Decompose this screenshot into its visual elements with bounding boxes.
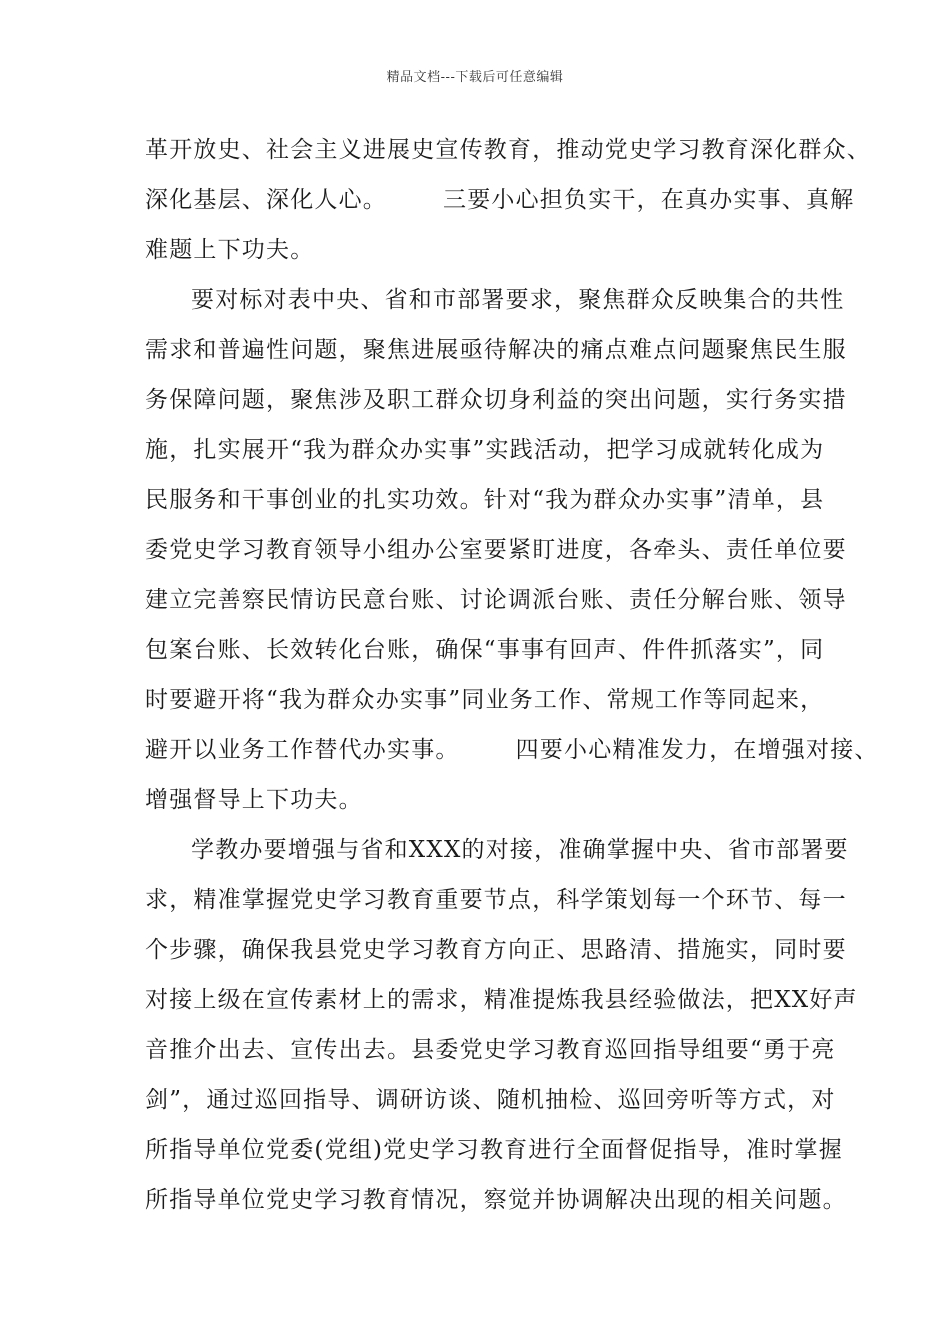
- text-line: 所指导单位党史学习教育情况，察觉并协调解决出现的相关问题。: [145, 1187, 847, 1213]
- text-segment: 三要小心担负实干，在真办实事、真解: [443, 187, 855, 213]
- text-line: 委党史学习教育领导小组办公室要紧盯进度，各牵头、责任单位要: [145, 537, 847, 563]
- text-line: 难题上下功夫。: [145, 237, 315, 263]
- text-line: 所指导单位党委(党组)党史学习教育进行全面督促指导，准时掌握: [145, 1137, 843, 1163]
- text-line: 务保障问题，聚焦涉及职工群众切身利益的突出问题，实行务实措: [145, 387, 847, 413]
- text-line: 时要避开将“我为群众办实事”同业务工作、常规工作等同起来，: [145, 687, 825, 713]
- text-segment: 深化基层、深化人心。: [145, 187, 387, 213]
- text-line: 个步骤，确保我县党史学习教育方向正、思路清、措施实，同时要: [145, 937, 847, 963]
- text-line: 求，精准掌握党史学习教育重要节点，科学策划每一个环节、每一: [145, 887, 847, 913]
- text-line: 建立完善察民情访民意台账、讨论调派台账、责任分解台账、领导: [145, 587, 847, 613]
- text-segment: 避开以业务工作替代办实事。: [145, 737, 460, 763]
- text-line: 需求和普遍性问题，聚焦进展亟待解决的痛点难点问题聚焦民生服: [145, 337, 847, 363]
- text-line: 包案台账、长效转化台账，确保“事事有回声、件件抓落实”，同: [145, 637, 825, 663]
- text-line: 革开放史、社会主义进展史宣传教育，推动党史学习教育深化群众、: [145, 137, 871, 163]
- text-line: 音推介出去、宣传出去。县委党史学习教育巡回指导组要“勇于亮: [145, 1037, 836, 1063]
- text-line: 民服务和干事创业的扎实功效。针对“我为群众办实事”清单，县: [145, 487, 825, 513]
- page-header: 精品文档---下载后可任意编辑: [386, 70, 564, 85]
- text-line: 对接上级在宣传素材上的需求，精准提炼我县经验做法，把XX好声: [145, 987, 858, 1013]
- paragraph-first-line: 要对标对表中央、省和市部署要求，聚焦群众反映集合的共性: [191, 287, 845, 313]
- text-line: 剑”，通过巡回指导、调研访谈、随机抽检、巡回旁听等方式，对: [145, 1087, 836, 1113]
- text-segment: 四要小心精准发力，在增强对接、: [515, 737, 879, 763]
- text-line: [145, 725, 879, 775]
- text-line: 施，扎实展开“我为群众办实事”实践活动，把学习成就转化成为: [145, 437, 825, 463]
- document-body: [145, 125, 879, 1225]
- text-line: [145, 175, 855, 225]
- paragraph-first-line: 学教办要增强与省和XXX的对接，准确掌握中央、省市部署要: [191, 837, 849, 863]
- text-line: 增强督导上下功夫。: [145, 787, 363, 813]
